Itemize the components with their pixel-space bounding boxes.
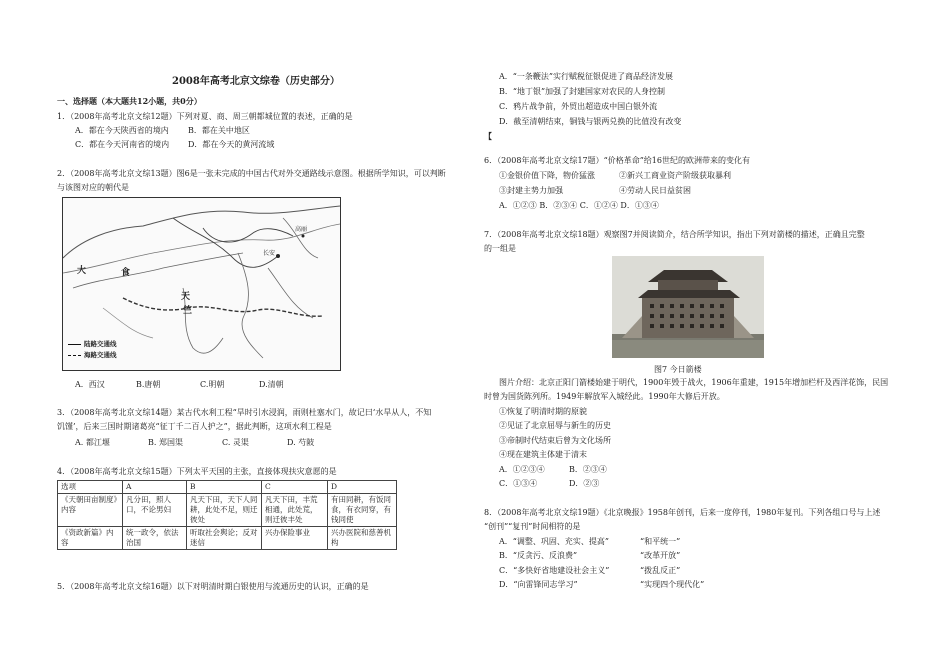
table-header: A: [123, 481, 187, 494]
q3-option-d: D. 芍陂: [287, 438, 315, 447]
q3-option-a: A. 都江堰: [75, 438, 110, 447]
table-cell: 兴办保险事业: [262, 527, 328, 550]
legend-land-label: 陆路交通线: [84, 340, 117, 348]
q8-option-b-second: “改革开放”: [640, 551, 681, 560]
map-label-shi: 食: [121, 268, 131, 278]
q5-option-d: D．截至清朝结束，铜钱与银两兑换的比值没有改变: [499, 117, 682, 126]
q6-answers: A．①②③ B．②③④ C．①②④ D．①③④: [499, 201, 659, 210]
q1-stem: 1．（2008年高考北京文综12题）下列对夏、商、周三朝都城位置的表述，正确的是: [57, 112, 353, 121]
q3-stem-1: 3．（2008年高考北京文综14题）某古代水利工程“旱时引水浸润，雨则杜塞水门，故记曰‘水旱从人，不知: [57, 408, 432, 417]
q5-option-b: B．“地丁银”加强了封建国家对农民的人身控制: [499, 87, 666, 96]
q6-item-1: ①金银价值下降，物价猛涨: [499, 171, 595, 180]
q1-option-a: A．都在今天陕西省的境内: [75, 126, 169, 135]
q2-option-b: B.唐朝: [136, 380, 161, 389]
q2-option-a: A．西汉: [75, 380, 105, 389]
q1-option-b: B．都在关中地区: [188, 126, 250, 135]
q6-item-4: ④劳动人民日益贫困: [619, 186, 691, 195]
q8-option-c-second: “拨乱反正”: [640, 566, 681, 575]
q5-stem: 5．（2008年高考北京文综16题）以下对明清时期白银使用与流通历史的认识，正确的是: [57, 582, 369, 591]
table-cell: 凡分田，照人口，不论男妇: [123, 494, 187, 527]
q3-stem-2: 饥馑’，后来三国时期诸葛亮“征丁千二百人护之”，据此判断，这项水利工程是: [57, 422, 332, 431]
q8-option-c-first: C．“多快好省地建设社会主义”: [499, 566, 610, 575]
answer-bracket: 【: [484, 131, 492, 141]
q8-option-b-first: B．“反贪污、反浪费”: [499, 551, 578, 560]
table-cell: 听取社会舆论；反对迷信: [187, 527, 262, 550]
q7-option-a: A．①②③④: [499, 465, 545, 474]
q2-option-d: D.清朝: [259, 380, 284, 389]
q8-option-a-second: “和平统一”: [640, 537, 681, 546]
q8-stem-2: “创刊”“复刊”时间相符的是: [484, 522, 581, 531]
q1-option-d: D．都在今天的黄河流域: [188, 140, 275, 149]
ancient-route-map: [62, 197, 341, 371]
q7-option-c: C．①③④: [499, 479, 538, 488]
q7-stem-1: 7．（2008年高考北京文综18题）观察图7并阅读简介，结合所学知识，指出下列对箭楼的描述，正确且完整: [484, 230, 865, 239]
q3-option-b: B. 郑国渠: [148, 438, 183, 447]
q6-item-2: ②新兴工商业资产阶级获取暴利: [619, 171, 731, 180]
q2-stem-2: 与该图对应的朝代是: [57, 183, 129, 192]
map-label-da: 大: [77, 266, 87, 276]
table-header-row: [58, 481, 397, 494]
q2-stem-1: 2．（2008年高考北京文综13题）图6是一张未完成的中国古代对外交通路线示意图。根据所学知识，可以判断: [57, 169, 446, 178]
figure-caption: 图7 今日箭楼: [654, 365, 702, 374]
q8-option-d-first: D．“向雷锋同志学习”: [499, 580, 578, 589]
map-label-tian: 天: [181, 292, 191, 302]
map-label-zhu: 竺: [183, 306, 193, 316]
q1-option-c: C．都在今天河南省的境内: [75, 140, 170, 149]
map-label-goryeo: 高丽: [295, 226, 308, 233]
table-header: B: [187, 481, 262, 494]
q7-intro-2: 时曾为国货陈列所。1949年解放军入城经此。1990年大修后开放。: [484, 392, 725, 401]
q6-stem: 6．（2008年高考北京文综17题）“价格革命”给16世纪的欧洲带来的变化有: [484, 156, 750, 165]
q5-option-c: C．鸦片战争前，外贸出超造成中国白银外流: [499, 102, 658, 111]
q5-option-a: A．“一条鞭法”实行赋税征银促进了商品经济发展: [499, 72, 673, 81]
q7-item-4: ④现在建筑主体建于清末: [499, 450, 587, 459]
q7-option-d: D．②③: [569, 479, 600, 488]
table-row: [58, 494, 397, 527]
q4-stem: 4．（2008年高考北京文综15题）下列太平天国的主张，直接体现扶灾意愿的是: [57, 467, 337, 476]
table-header: C: [262, 481, 328, 494]
q6-item-3: ③封建主势力加强: [499, 186, 563, 195]
legend-sea-label: 海路交通线: [84, 351, 117, 359]
page-title: 2008年高考北京文综卷（历史部分）: [172, 76, 340, 87]
q7-stem-2: 的一组是: [484, 244, 516, 253]
legend-sea-line: [68, 355, 81, 356]
q7-item-3: ③帝制时代结束后曾为文化场所: [499, 436, 611, 445]
q7-item-1: ①恢复了明清时期的原貌: [499, 407, 587, 416]
table-cell: 凡天下田，丰荒相通，此处荒，则迁彼丰处: [262, 494, 328, 527]
legend-land-line: [68, 344, 81, 345]
table-header: D: [328, 481, 397, 494]
table-cell: 统一政令，依法治国: [123, 527, 187, 550]
table-row: [58, 527, 397, 550]
table-cell: 兴办医院和慈善机构: [328, 527, 397, 550]
q8-option-d-second: “实现四个现代化”: [640, 580, 705, 589]
table-cell: 《资政新篇》内容: [58, 527, 123, 550]
section-heading: 一、选择题（本大题共12小题，共0分）: [57, 96, 202, 106]
q8-option-a-first: A．“调整、巩固、充实、提高”: [499, 537, 609, 546]
q8-stem-1: 8．（2008年高考北京文综19题）《北京晚报》1958年创刊，后来一度停刊，1980年复刊。下列各组口号与上述: [484, 508, 881, 517]
q2-option-c: C.明朝: [200, 380, 225, 389]
q3-option-c: C. 灵渠: [222, 438, 249, 447]
table-cell: 有田同耕，有饭同食，有衣同穿，有钱同使: [328, 494, 397, 527]
arrow-tower-photo: [612, 256, 764, 358]
table-header: 选项: [58, 481, 123, 494]
table-cell: 凡天下田，天下人同耕，此处不足，则迁彼处: [187, 494, 262, 527]
q7-item-2: ②见证了北京屈辱与新生的历史: [499, 421, 611, 430]
map-label-changan: 长安: [263, 250, 276, 257]
q7-intro-1: 图片介绍：北京正阳门箭楼始建于明代，1900年毁于战火，1906年重建，1915年增加栏杆及西洋花饰，民国: [499, 378, 889, 387]
q4-options-table: [57, 480, 397, 550]
q7-option-b: B．②③④: [569, 465, 607, 474]
table-cell: 《天朝田亩制度》内容: [58, 494, 123, 527]
